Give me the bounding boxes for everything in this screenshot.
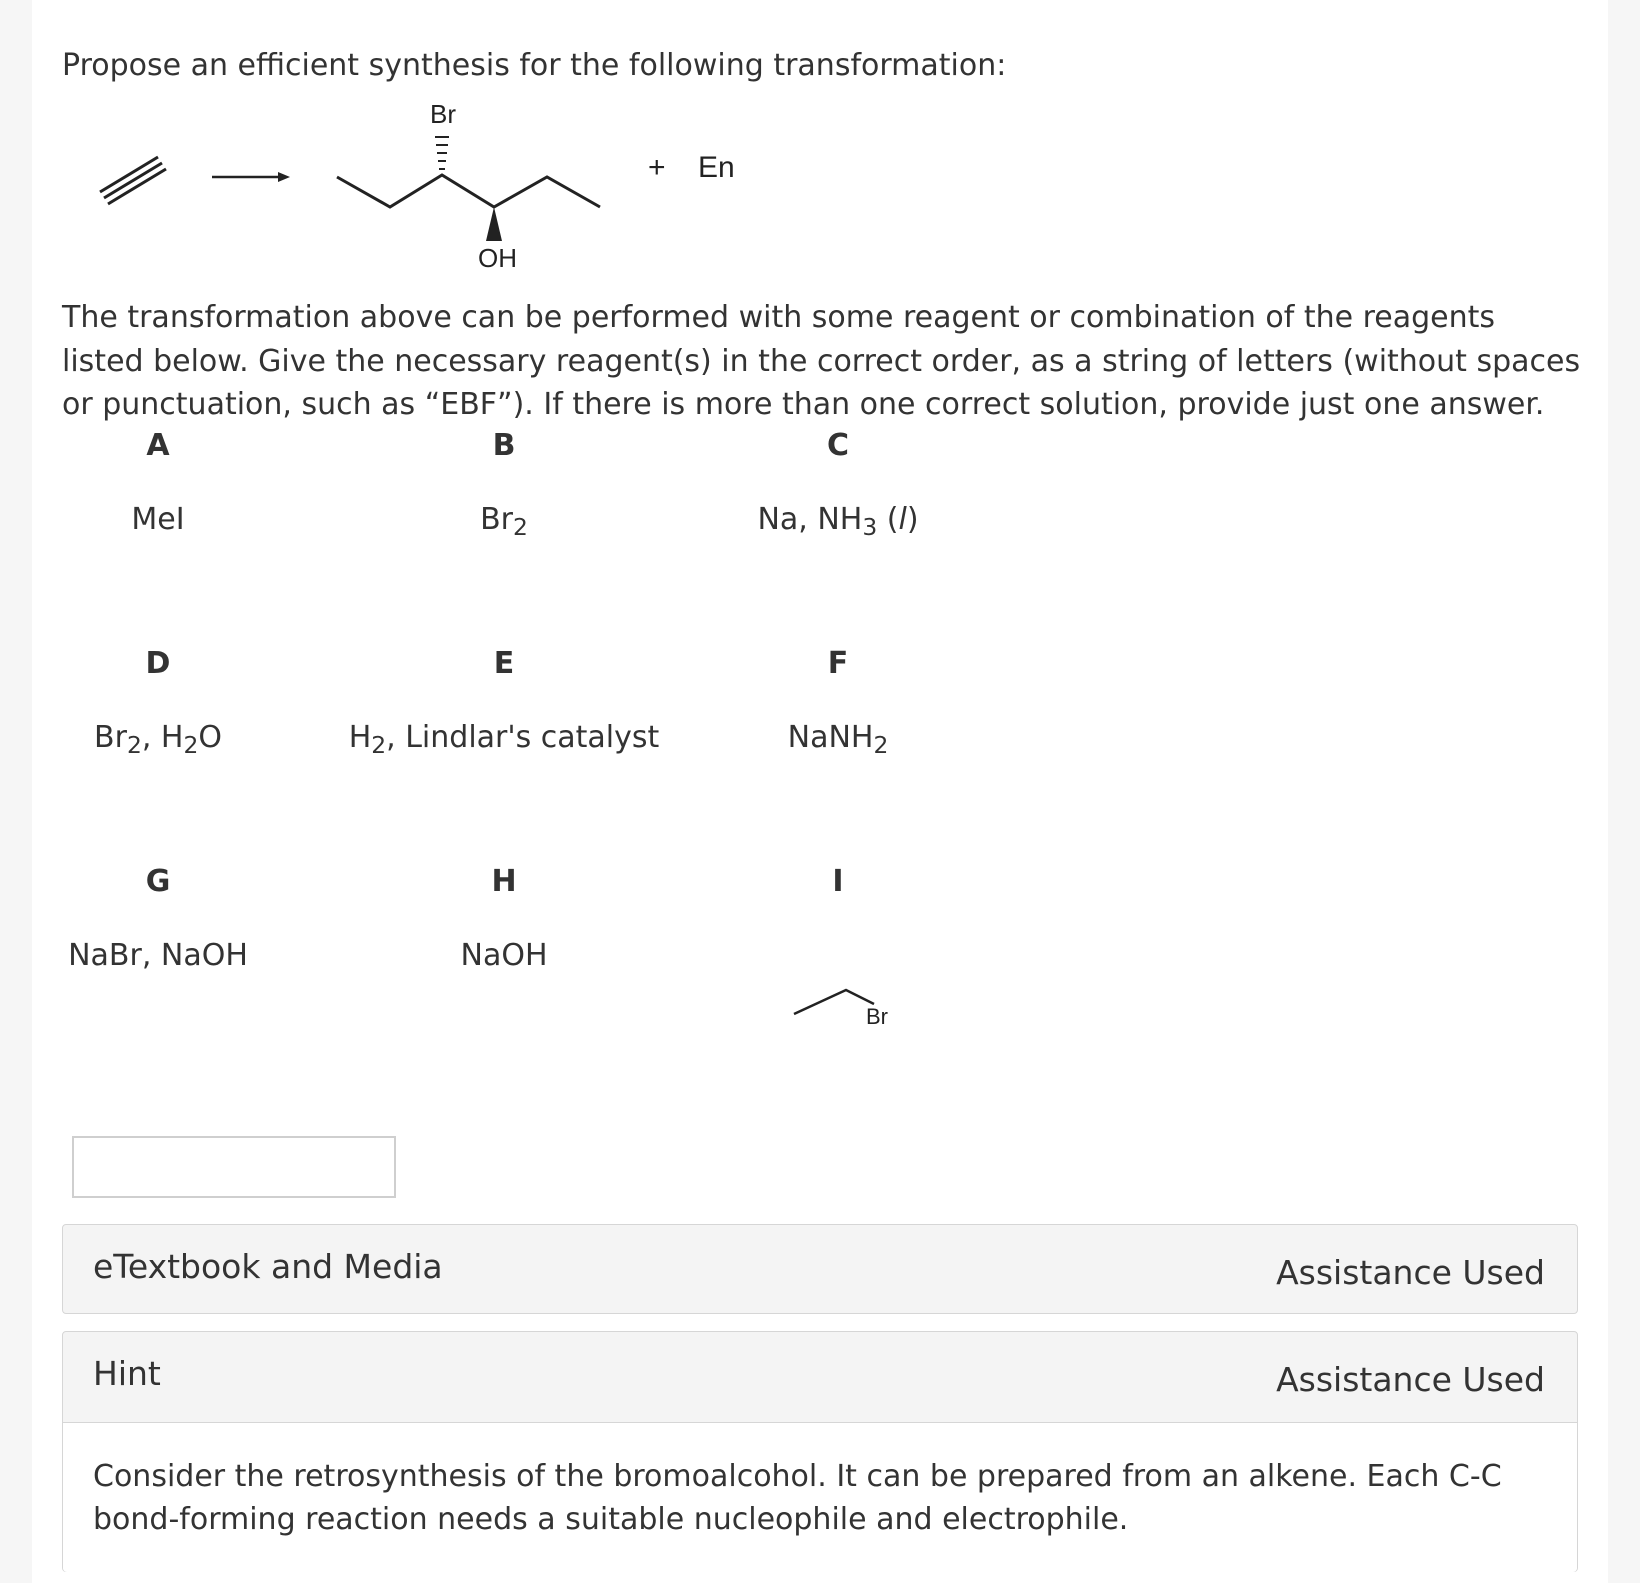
question-prompt: Propose an efficient synthesis for the following transformation: <box>62 48 1007 83</box>
alkyne-triple-bond <box>100 157 166 204</box>
reagent-value <box>304 938 704 973</box>
reagent-letter: G <box>145 864 171 899</box>
hint-body <box>63 1422 1577 1572</box>
reagent-value <box>638 502 1038 541</box>
ethyl-bromide-drawing <box>790 970 910 1030</box>
reagent-letter: E <box>493 646 515 681</box>
hydroxyl-label: OH <box>478 243 517 273</box>
reagent-subscript: 2 <box>513 512 528 541</box>
reagent-text: MeI <box>131 502 185 537</box>
solid-wedge-bond <box>486 207 502 241</box>
reagent-text: NaBr, NaOH <box>68 938 248 973</box>
reagent-text: NaNH <box>787 720 874 755</box>
reagent-text: H <box>348 720 372 755</box>
reagent-text: ) <box>906 502 919 537</box>
reagent-letter: A <box>146 428 170 463</box>
reagent-value <box>638 720 1038 759</box>
reagent-letter: I <box>832 864 844 899</box>
reagent-text: Na, NH <box>757 502 863 537</box>
plus-sign: + <box>648 151 666 184</box>
reagent-letter: B <box>492 428 516 463</box>
reaction-drawing <box>62 95 782 295</box>
hint-panel <box>62 1331 1578 1572</box>
reagent-subscript: 2 <box>873 730 889 759</box>
bromine-label: Br <box>430 99 456 129</box>
reagent-letter: C <box>826 428 850 463</box>
answer-input[interactable] <box>72 1136 396 1198</box>
reagent-letter: F <box>827 646 849 681</box>
hint-status: Assistance Used <box>1276 1360 1545 1399</box>
etextbook-panel[interactable] <box>62 1224 1578 1314</box>
reagent-subscript: 3 <box>862 512 878 541</box>
enantiomer-label: En <box>698 151 735 184</box>
reagent-text: NaOH <box>460 938 548 973</box>
reagent-text: , Lindlar's catalyst <box>386 720 660 755</box>
reagent-text: Br <box>94 720 127 755</box>
reagent-text: , H <box>141 720 184 755</box>
reagent-subscript: 2 <box>183 730 199 759</box>
hint-title[interactable]: Hint <box>93 1354 161 1393</box>
question-instructions: The transformation above can be performed with some reagent or combination of the reagents listed below. Give the necessary reagent(s) in the correct order, as a string of letters (without spaces or punctuation, such as “EBF”). If there is more than one correct solution, provide just one answer. <box>62 300 1581 422</box>
reagent-subscript: 2 <box>126 730 142 759</box>
reaction-scheme <box>62 95 782 295</box>
hashed-wedge-bond <box>435 137 449 169</box>
reagent-letter: D <box>145 646 171 681</box>
reaction-arrow-icon <box>212 172 290 182</box>
reagent-subscript: 2 <box>371 730 387 759</box>
hint-text: Consider the retrosynthesis of the bromoalcohol. It can be prepared from an alkene. Each C-C bond-forming reaction needs a suitable nucleophile and electrophile. <box>93 1459 1502 1537</box>
reagent-text: O <box>198 720 222 755</box>
ethyl-bromide-label: Br <box>866 1004 888 1029</box>
reagent-letter: H <box>491 864 517 899</box>
hint-header[interactable] <box>63 1332 1577 1422</box>
question-page <box>32 0 1608 1583</box>
etextbook-title[interactable]: eTextbook and Media <box>93 1247 443 1286</box>
reagent-text: ( <box>877 502 899 537</box>
reagent-phase: l <box>898 502 907 537</box>
ethyl-bromide-structure <box>790 970 910 1030</box>
etextbook-status: Assistance Used <box>1276 1253 1545 1292</box>
reagent-text: Br <box>480 502 514 537</box>
product-skeleton <box>337 175 600 207</box>
